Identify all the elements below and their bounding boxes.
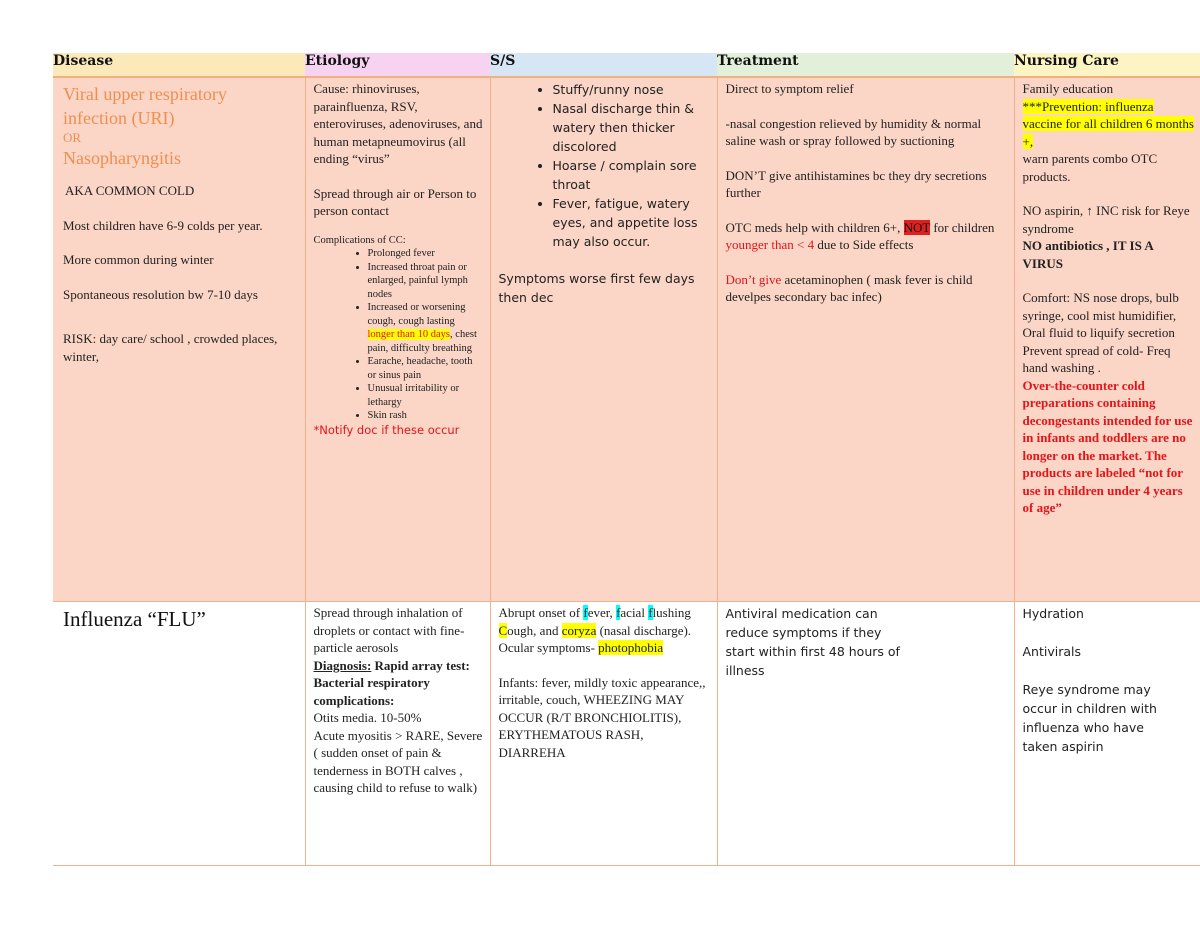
- flu-spread: Spread through inhalation of droplets or contact with fine-particle aerosols: [313, 605, 465, 655]
- uri-prevent-spread: Prevent spread of cold- Freq hand washing .: [1022, 342, 1171, 375]
- uri-comfort: Comfort: NS nose drops, bulb syringe, cool mist humidifier, Oral fluid to liquify secretion: [1022, 290, 1179, 340]
- uri-tx-acetaminophen: Don’t give acetaminophen ( mask fever is child develpes secondary bac infec): [725, 271, 973, 304]
- uri-symptoms-worse: Symptoms worse first few days then dec: [498, 271, 695, 305]
- uri-ss-cell: [490, 77, 717, 602]
- uri-no-antibiotics: NO antibiotics , IT IS A VIRUS: [1022, 238, 1154, 271]
- header-ss: S/S: [490, 53, 717, 77]
- uri-disease-cell: [53, 77, 305, 602]
- uri-ss-list: [499, 80, 711, 251]
- header-row: [53, 53, 1200, 77]
- uri-winter: More common during winter: [63, 252, 214, 267]
- flu-abrupt-onset: Abrupt onset of fever, facial flushing: [498, 605, 691, 620]
- uri-tx-nasal: -nasal congestion relieved by humidity & normal saline wash or spray followed by suctioning: [725, 115, 982, 148]
- list-item: • Skin rash: [368, 409, 484, 423]
- list-item: • Increased or worsening cough, cough lasting longer than 10 days, chest pain, difficulty breathing: [368, 301, 484, 355]
- flu-ss-cell: [490, 602, 717, 866]
- uri-prevention: ***Prevention: influenza vaccine for all children 6 months +,: [1022, 98, 1194, 149]
- flu-diagnosis: Diagnosis: Rapid array test:: [313, 657, 470, 673]
- flu-disease-cell: [53, 602, 305, 866]
- flu-bacterial-complications: Bacterial respiratory complications:: [313, 675, 430, 708]
- list-item: • Earache, headache, tooth or sinus pain: [368, 355, 484, 382]
- flu-title: Influenza “FLU”: [63, 607, 206, 631]
- uri-tx-otc: OTC meds help with children 6+, NOT for children younger than < 4 due to Side effects: [725, 219, 995, 252]
- header-etiology: Etiology: [305, 53, 490, 77]
- uri-tx-symptom-relief: Direct to symptom relief: [725, 81, 854, 96]
- not-highlight: NOT: [903, 219, 931, 235]
- uri-tx-antihistamines: DON’T give antihistamines bc they dry secretions further: [725, 167, 987, 200]
- table-row-flu: [53, 602, 1200, 866]
- uri-complications-title: Complications of CC:: [313, 234, 406, 246]
- uri-spread: Spread through air or Person to person contact: [313, 185, 477, 218]
- uri-treatment-cell: [717, 77, 1014, 602]
- uri-notify-doc: *Notify doc if these occur: [313, 422, 460, 437]
- uri-etiology-cell: [305, 77, 490, 602]
- list-item: • Fever, fatigue, watery eyes, and appetite loss may also occur.: [553, 194, 711, 251]
- uri-colds-per-year: Most children have 6-9 colds per year.: [63, 217, 263, 233]
- flu-infants: Infants: fever, mildly toxic appearance,, irritable, couch, WHEEZING MAY OCCUR (R/T BRONCHIOLITIS), ERYTHEMATOUS RASH, DIARREHA: [498, 674, 706, 760]
- flu-nursing-cell: [1014, 602, 1200, 866]
- header-treatment: Treatment: [717, 53, 1014, 77]
- uri-resolution: Spontaneous resolution bw 7-10 days: [63, 286, 258, 302]
- flu-otitis: Otits media. 10-50%: [313, 710, 422, 725]
- uri-title-line3: Nasopharyngitis: [63, 148, 181, 168]
- uri-cause: Cause: rhinoviruses, parainfluenza, RSV, enteroviruses, adenoviruses, and human metapneumovirus (all ending “virus”: [313, 81, 483, 166]
- flu-antiviral-tx: Antiviral medication can reduce symptoms if they start within first 48 hours of illness: [725, 606, 900, 678]
- flu-treatment-cell: [717, 602, 1014, 866]
- uri-no-aspirin: NO aspirin, ↑ INC risk for Reye syndrome: [1022, 203, 1190, 236]
- header-nursing-care: Nursing Care: [1014, 53, 1200, 77]
- uri-family-education: Family education: [1022, 81, 1114, 96]
- uri-risk: RISK: day care/ school , crowded places, winter,: [63, 331, 278, 364]
- list-item: • Unusual irritability or lethargy: [368, 382, 484, 409]
- cough-duration-highlight: longer than 10 days: [367, 329, 451, 340]
- list-item: • Increased throat pain or enlarged, painful lymph nodes: [368, 261, 484, 302]
- list-item: • Nasal discharge thin & watery then thicker discolored: [553, 99, 711, 156]
- flu-myositis: Acute myositis > RARE, Severe ( sudden onset of pain & tenderness in BOTH calves , causing child to refuse to walk): [313, 727, 483, 795]
- list-item: • Prolonged fever: [368, 247, 484, 261]
- uri-complications-list: [314, 247, 484, 423]
- uri-aka: AKA COMMON COLD: [65, 183, 195, 198]
- flu-reye: Reye syndrome may occur in children with influenza who have taken aspirin: [1022, 682, 1157, 754]
- flu-cough-coryza: Cough, and coryza (nasal discharge).: [498, 622, 692, 638]
- flu-etiology-cell: [305, 602, 490, 866]
- table-row-uri: [53, 77, 1200, 602]
- uri-title-line1: Viral upper respiratory: [63, 84, 227, 104]
- flu-hydration: Hydration: [1022, 606, 1084, 621]
- uri-warn-parents: warn parents combo OTC products.: [1022, 151, 1158, 184]
- header-disease: Disease: [53, 53, 305, 77]
- uri-nursing-cell: [1014, 77, 1200, 602]
- list-item: • Stuffy/runny nose: [553, 80, 711, 99]
- uri-title-line2: infection (URI): [63, 108, 175, 128]
- list-item: • Hoarse / complain sore throat: [553, 156, 711, 194]
- uri-otc-warning: Over-the-counter cold preparations containing decongestants intended for use in infants and toddlers are no longer on the market. The products are labeled “not for use in children under 4 years of age”: [1022, 377, 1193, 515]
- disease-table: [53, 53, 1200, 866]
- flu-ocular: Ocular symptoms- photophobia: [498, 640, 664, 655]
- uri-or: OR: [63, 130, 82, 145]
- flu-antivirals: Antivirals: [1022, 644, 1082, 659]
